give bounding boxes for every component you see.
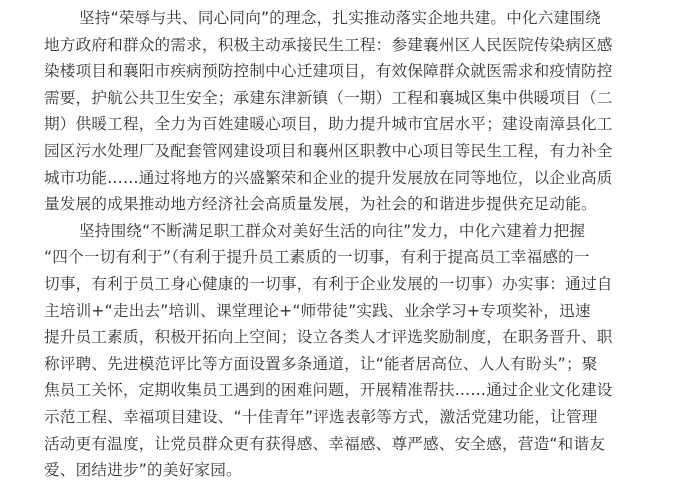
paragraph-2-line: 爱、团结进步”的美好家园。	[44, 461, 242, 480]
paragraph-2-line: 活动更有温度，让党员群众更有获得感、幸福感、尊严感、安全感，营造“和谐友	[44, 434, 606, 453]
paragraph-2-line: 坚持围绕“不断满足职工群众对美好生活的向往”发力，中化六建着力把握	[79, 221, 586, 240]
paragraph-1-line: 坚持“荣辱与共、同心同向”的理念，扎实推动落实企地共建。中化六建围绕	[79, 9, 601, 27]
paragraph-2-line: 称评聘、先进模范评比等方面设置多条通道，让“能者居高位、人人有盼头”；聚	[44, 354, 598, 373]
paragraph-1-line: 量发展的成果推动地方经济社会高质量发展，为社会的和谐进步提供充足动能。	[44, 195, 597, 214]
paragraph-2-line: 切事，有利于员工身心健康的一切事，有利于企业发展的一切事）办实事：通过自	[44, 274, 613, 293]
paragraph-2-line: 焦员工关怀，定期收集员工遇到的困难问题，开展精准帮扶……通过企业文化建设	[44, 381, 613, 400]
paragraph-2-line: 提升员工素质，积极开拓向上空间；设立各类人才评选奖励制度，在职务晋升、职	[44, 328, 613, 347]
paragraph-2	[44, 218, 684, 484]
paragraph-1-line: 期）供暖工程，全力为百姓建暖心项目，助力提升城市宜居水平；建设南漳县化工	[44, 115, 613, 134]
paragraph-2-line: 示范工程、幸福项目建设、“十佳青年”评选表彰等方式，激活党建功能，让管理	[44, 407, 598, 426]
paragraph-1-line: 染楼项目和襄阳市疾病预防控制中心迁建项目，有效保障群众就医需求和疫情防控	[44, 62, 613, 81]
paragraph-2-line: “四个一切有利于”（有利于提升员工素质的一切事，有利于提高员工幸福感的一	[44, 248, 590, 267]
paragraph-1-line: 城市功能……通过将地方的兴盛繁荣和企业的提升发展放在同等地位，以企业高质	[44, 168, 613, 187]
paragraph-1-line: 地方政府和群众的需求，积极主动承接民生工程：参建襄州区人民医院传染病区感	[44, 35, 613, 54]
paragraph-1	[44, 5, 684, 218]
paragraph-2-line: 主培训+“走出去”培训、课堂理论+“师带徒”实践、业余学习+专项奖补，迅速	[44, 301, 591, 320]
paragraph-1-line: 园区污水处理厂及配套管网建设项目和襄州区职教中心项目等民生工程，有力补全	[44, 141, 613, 160]
article-body	[44, 5, 684, 484]
paragraph-1-line: 需要，护航公共卫生安全；承建东津新镇（一期）工程和襄城区集中供暖项目（二	[44, 88, 613, 107]
